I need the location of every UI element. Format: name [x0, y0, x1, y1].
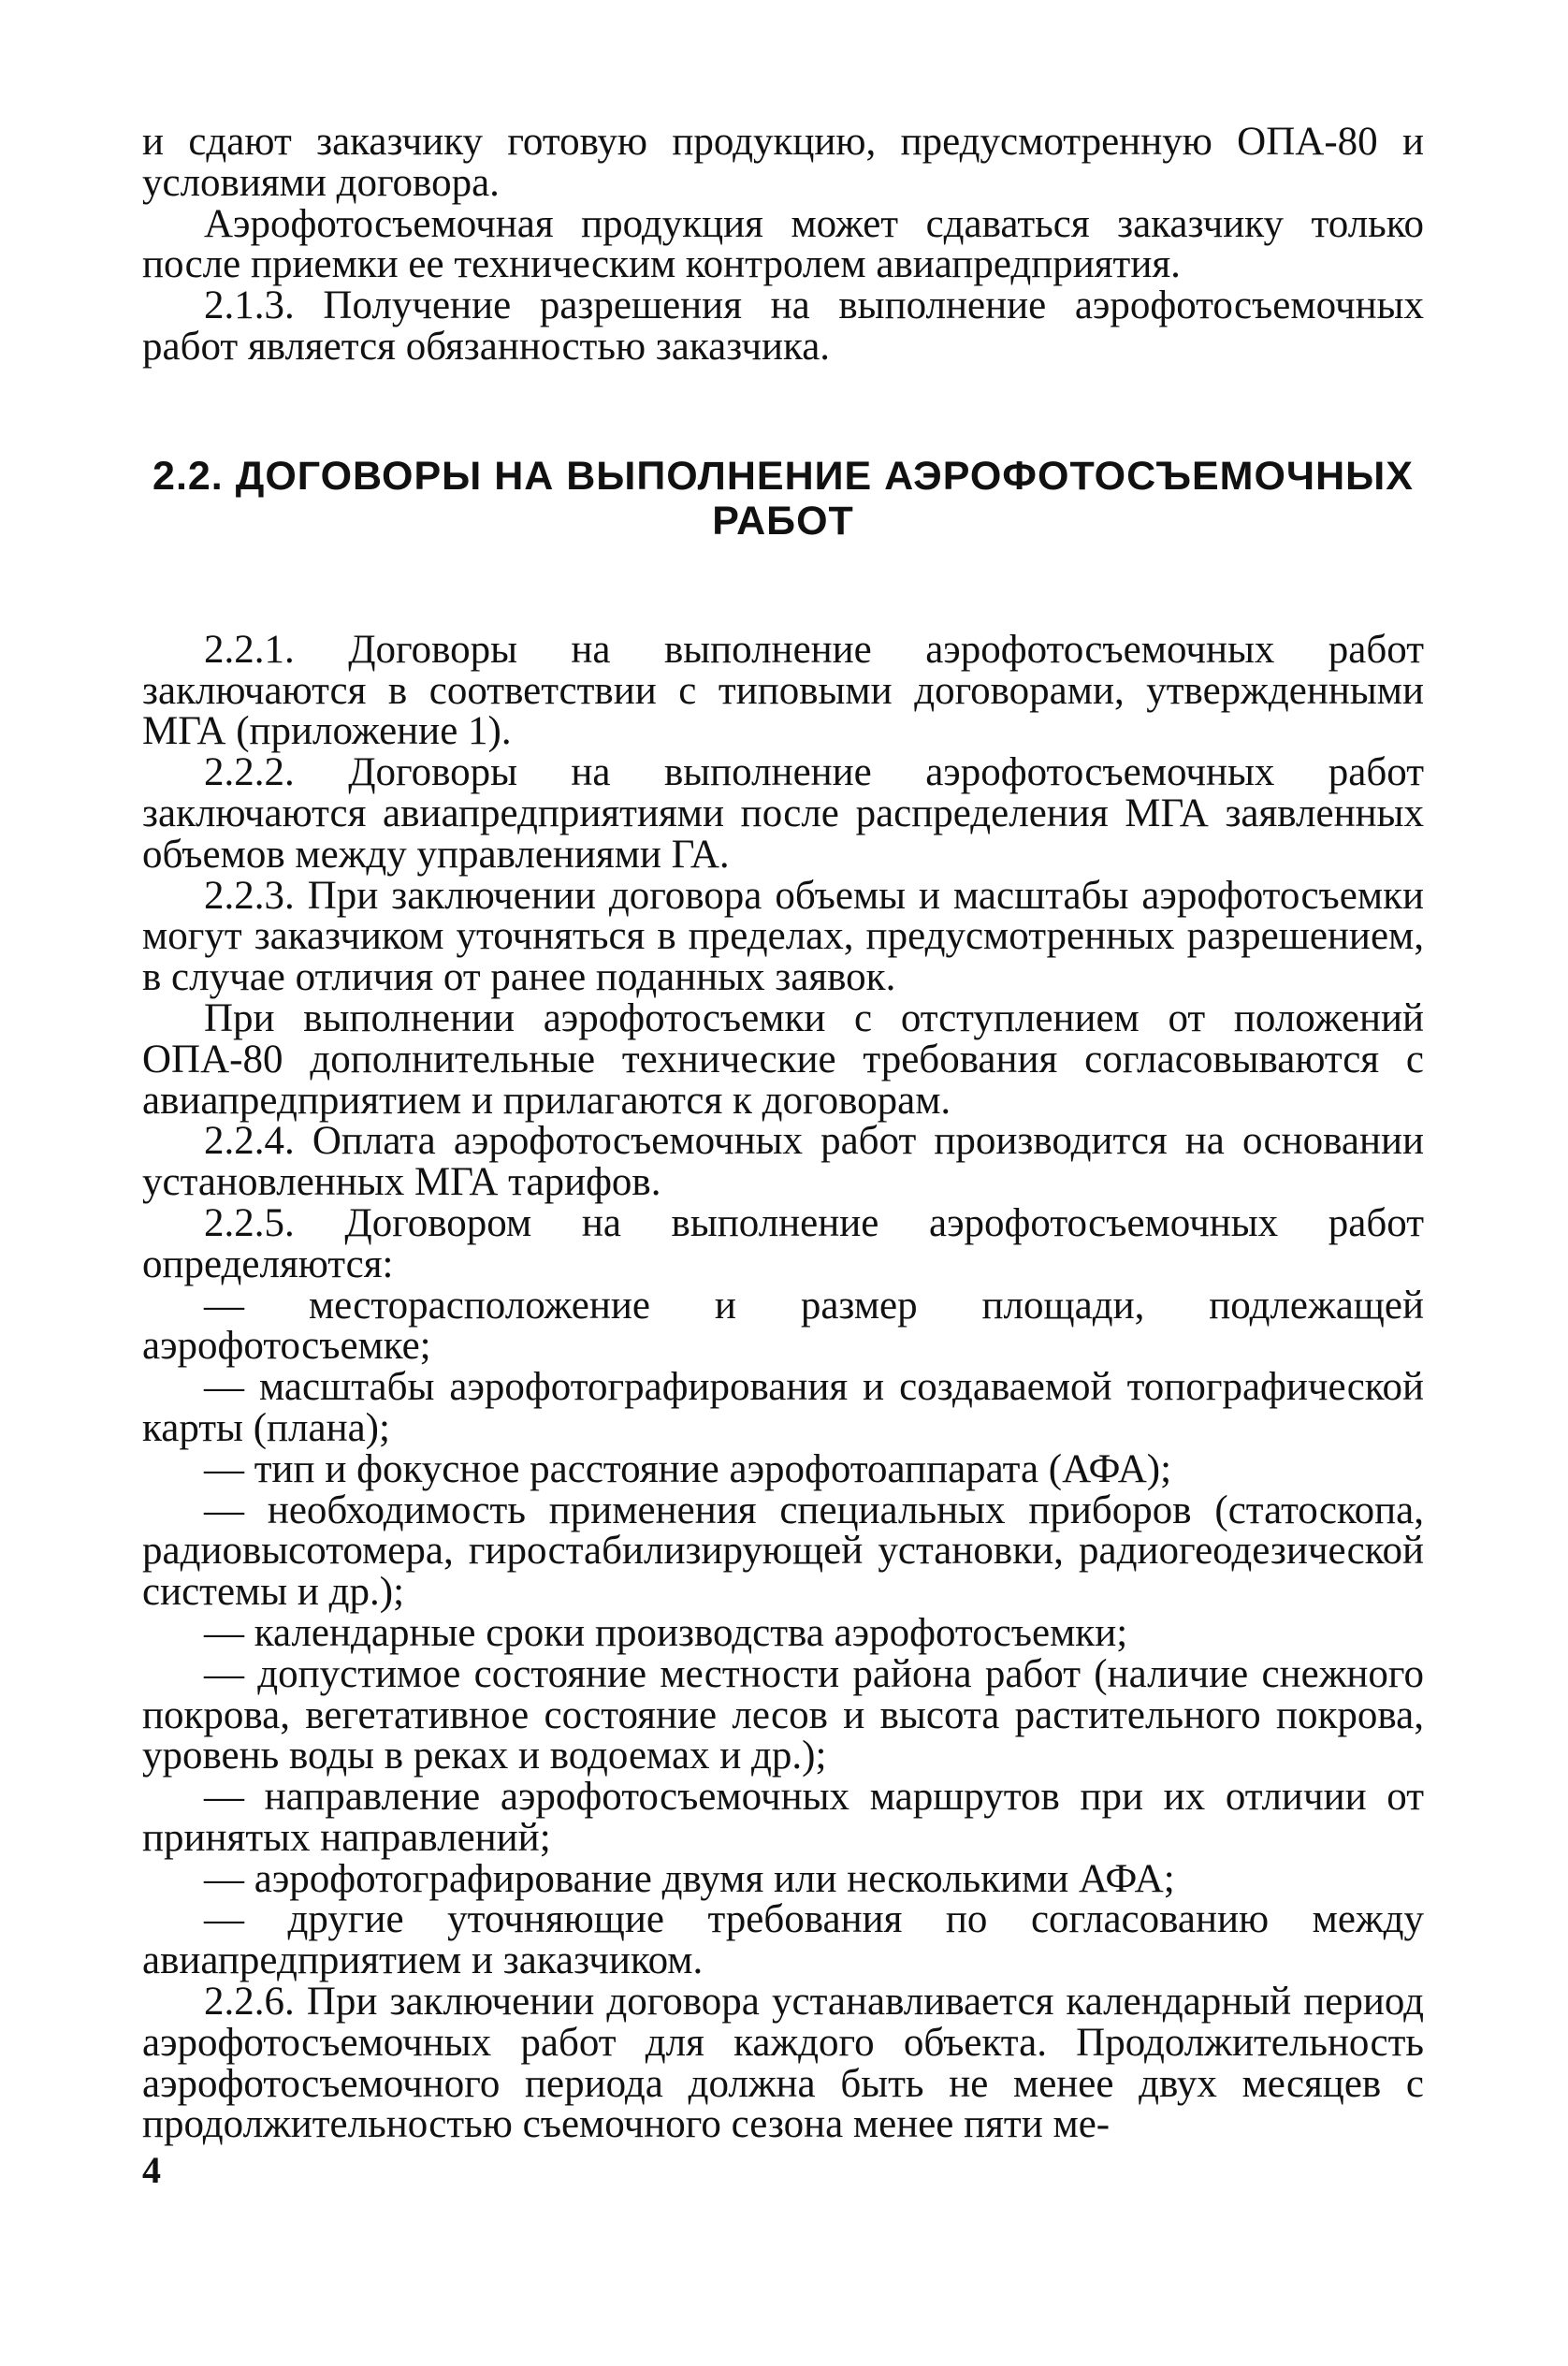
- page-number: 4: [142, 2149, 161, 2191]
- intro-paragraph-2: Аэрофотосъемочная продукция может сдаваться заказчику только после приемки ее техническим контролем авиапредприятия.: [142, 201, 1424, 287]
- clause-2-2-4: 2.2.4. Оплата аэрофотосъемочных работ производится на основании установленных МГА тарифов.: [142, 1119, 1424, 1205]
- list-item: — аэрофотографирование двумя или несколькими АФА;: [204, 1856, 1175, 1901]
- clause-2-2-5: 2.2.5. Договором на выполнение аэрофотосъемочных работ определяются:: [142, 1200, 1424, 1286]
- list-item: — необходимость применения специальных приборов (статоскопа, радиовысотомера, гиростабилизирующей установки, радиогеодезической системы и др.);: [142, 1488, 1424, 1615]
- list-item: — направление аэрофотосъемочных маршрутов при их отличии от принятых направлений;: [142, 1775, 1424, 1860]
- list-item: — календарные сроки производства аэрофотосъемки;: [204, 1610, 1128, 1655]
- document-page: [142, 122, 1424, 2145]
- clause-2-2-6: 2.2.6. При заключении договора устанавливается календарный период аэрофотосъемочных работ для каждого объекта. Продолжительность аэрофотосъемочного периода должна быть не менее двух месяцев с продолжительностью съемочного сезона менее пяти ме-: [142, 1980, 1424, 2147]
- list-item: — допустимое состояние местности района работ (наличие снежного покрова, вегетативное состояние лесов и высота растительного покрова, уровень воды в реках и водоемах и др.);: [142, 1651, 1424, 1778]
- list-item: — тип и фокусное расстояние аэрофотоаппарата (АФА);: [204, 1446, 1172, 1491]
- clause-2-2-3-continuation: При выполнении аэрофотосъемки с отступлением от положений ОПА-80 дополнительные технические требования согласовываются с авиапредприятием и прилагаются к договорам.: [142, 995, 1424, 1123]
- intro-paragraph-1: и сдают заказчику готовую продукцию, предусмотренную ОПА-80 и условиями договора.: [142, 120, 1424, 205]
- list-item: — масштабы аэрофотографирования и создаваемой топографической карты (плана);: [142, 1365, 1424, 1450]
- list-item: — месторасположение и размер площади, подлежащей аэрофотосъемке;: [142, 1283, 1424, 1369]
- list-item: — другие уточняющие требования по согласованию между авиапредприятием и заказчиком.: [142, 1897, 1424, 1983]
- clause-2-2-3: 2.2.3. При заключении договора объемы и масштабы аэрофотосъемки могут заказчиком уточняться в пределах, предусмотренных разрешением, в случае отличия от ранее поданных заявок.: [142, 873, 1424, 1000]
- requirements-list: [142, 1285, 1424, 1982]
- clause-2-2-1: 2.2.1. Договоры на выполнение аэрофотосъемочных работ заключаются в соответствии с типовыми договорами, утвержденными МГА (приложение 1).: [142, 627, 1424, 754]
- clause-2-2-2: 2.2.2. Договоры на выполнение аэрофотосъемочных работ заключаются авиапредприятиями после распределения МГА заявленных объемов между управлениями ГА.: [142, 750, 1424, 877]
- clause-2-1-3: 2.1.3. Получение разрешения на выполнение аэрофотосъемочных работ является обязанностью заказчика.: [142, 283, 1424, 369]
- section-heading: 2.2. ДОГОВОРЫ НА ВЫПОЛНЕНИЕ АЭРОФОТОСЪЕМОЧНЫХ РАБОТ: [152, 453, 1414, 544]
